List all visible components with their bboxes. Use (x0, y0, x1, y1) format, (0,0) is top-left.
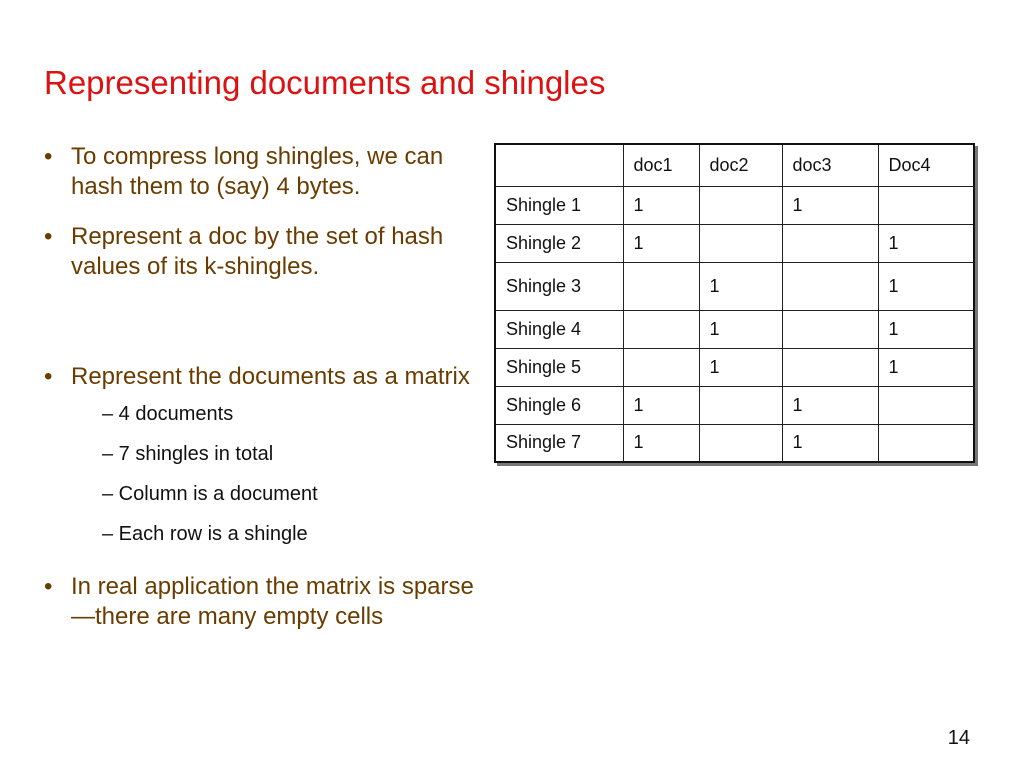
table-cell: 1 (623, 424, 699, 462)
table-cell: Shingle 3 (495, 262, 623, 310)
table-cell (699, 186, 782, 224)
bullet-dot-icon: • (44, 363, 53, 390)
table-cell: 1 (878, 348, 974, 386)
bullet-item (44, 142, 484, 202)
table-row (495, 186, 974, 224)
table-cell: 1 (623, 224, 699, 262)
sub-bullet-item: – Each row is a shingle (102, 523, 308, 545)
table-cell: Shingle 5 (495, 348, 623, 386)
table-header-cell (495, 144, 623, 186)
bullet-text: To compress long shingles, we can hash them to (say) 4 bytes. (71, 143, 444, 200)
table-cell: Shingle 4 (495, 310, 623, 348)
table-cell: 1 (782, 386, 878, 424)
table-header-row (495, 144, 974, 186)
table-cell (878, 186, 974, 224)
table-cell: 1 (878, 310, 974, 348)
table-row (495, 348, 974, 386)
bullet-dot-icon: • (44, 143, 53, 170)
table-cell (782, 224, 878, 262)
bullet-dot-icon: • (44, 573, 53, 600)
table-cell: 1 (699, 348, 782, 386)
table-row (495, 262, 974, 310)
table-cell (699, 424, 782, 462)
bullet-item (44, 222, 484, 282)
table-row (495, 310, 974, 348)
table-cell (623, 310, 699, 348)
table-cell: 1 (699, 262, 782, 310)
table-cell: Shingle 6 (495, 386, 623, 424)
table-cell (782, 348, 878, 386)
bullet-text: In real application the matrix is sparse—there are many empty cells (71, 573, 474, 630)
table-header-cell: doc2 (699, 144, 782, 186)
table-row (495, 424, 974, 462)
table-cell (623, 348, 699, 386)
table-cell: Shingle 2 (495, 224, 623, 262)
table-cell: 1 (782, 186, 878, 224)
table-header-cell: Doc4 (878, 144, 974, 186)
sub-bullet-item: – 7 shingles in total (102, 443, 274, 465)
table-cell (623, 262, 699, 310)
table-cell (878, 424, 974, 462)
table-cell: 1 (878, 224, 974, 262)
bullet-text: Represent a doc by the set of hash values of its k-shingles. (71, 223, 444, 280)
bullet-text: Represent the documents as a matrix (71, 363, 470, 390)
table-cell: Shingle 7 (495, 424, 623, 462)
sub-bullet-item: – 4 documents (102, 403, 234, 425)
table-cell: 1 (782, 424, 878, 462)
table-row (495, 224, 974, 262)
page-number: 14 (947, 727, 970, 749)
table-cell: 1 (623, 386, 699, 424)
table-cell: 1 (699, 310, 782, 348)
table-cell: 1 (878, 262, 974, 310)
slide-title: Representing documents and shingles (44, 64, 606, 101)
table-cell: Shingle 1 (495, 186, 623, 224)
table-cell (782, 262, 878, 310)
table-cell (878, 386, 974, 424)
shingle-matrix-table (494, 143, 975, 463)
bullet-list (44, 142, 484, 632)
bullet-item (44, 362, 484, 392)
table-cell: 1 (623, 186, 699, 224)
table-cell (699, 224, 782, 262)
sub-bullet-item: – Column is a document (102, 483, 318, 505)
bullet-dot-icon: • (44, 223, 53, 250)
table-header-cell: doc3 (782, 144, 878, 186)
table-header-cell: doc1 (623, 144, 699, 186)
table-cell (782, 310, 878, 348)
table-row (495, 386, 974, 424)
bullet-item (44, 572, 484, 632)
table-cell (699, 386, 782, 424)
